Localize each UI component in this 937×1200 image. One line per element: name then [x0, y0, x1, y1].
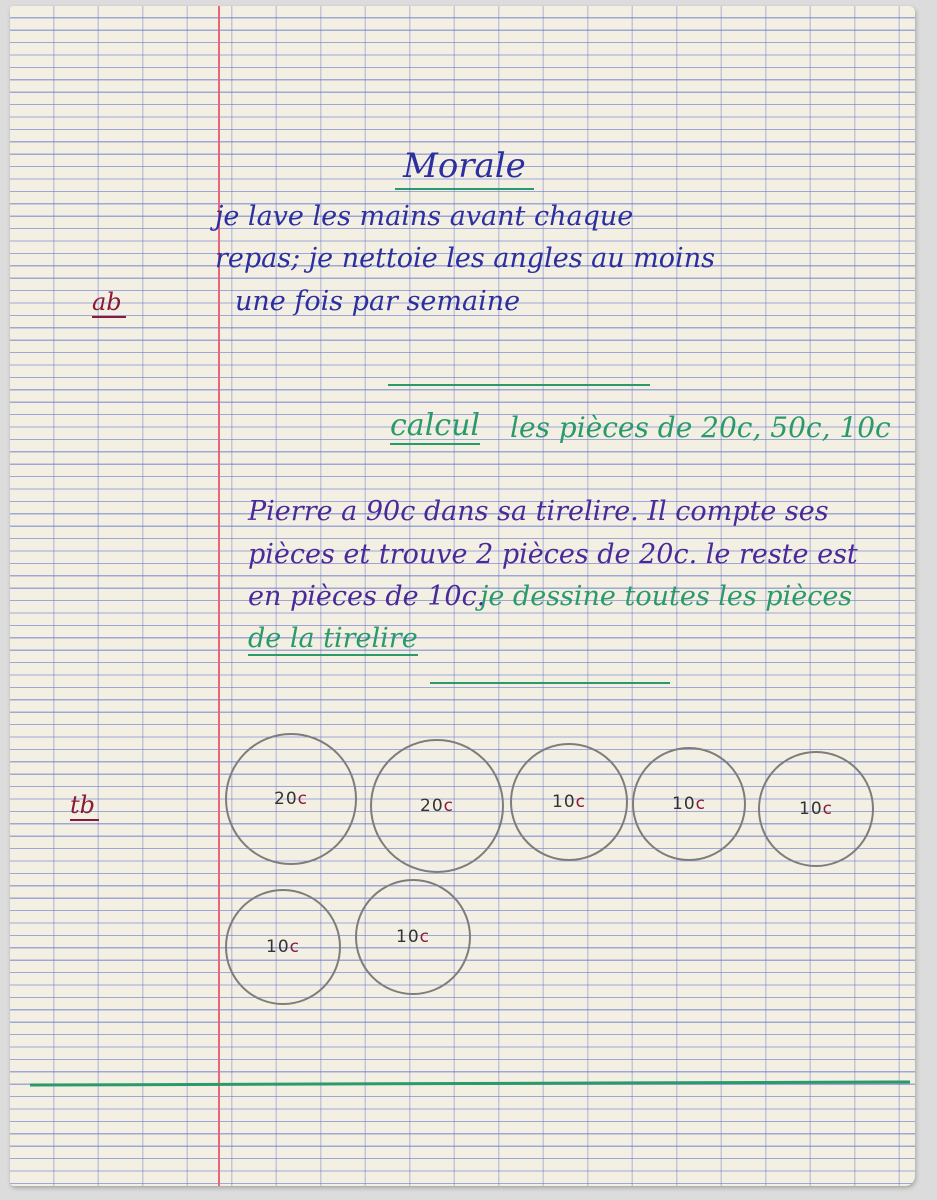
coin-unit: c [695, 794, 706, 814]
coin-drawing [225, 889, 341, 1005]
problem-line-2: pièces et trouve 2 pièces de 20c. le reste est [248, 539, 858, 570]
coin-unit: c [289, 937, 300, 957]
grade-mark-morale: ab [92, 288, 126, 318]
coin-value: 20 [274, 789, 298, 809]
morale-line-1: je lave les mains avant chaque [215, 201, 634, 232]
calcul-top-rule [388, 384, 650, 386]
coin-unit: c [575, 792, 586, 812]
coin-drawing [355, 879, 471, 995]
coin-drawing [510, 743, 628, 861]
problem-line-3: en pièces de 10c. [248, 581, 486, 612]
coin-drawing [758, 751, 874, 867]
coin-value: 10 [672, 794, 696, 814]
coin-unit: c [419, 927, 430, 947]
coin-value: 20 [420, 796, 444, 816]
problem-line-1: Pierre a 90c dans sa tirelire. Il compte ses [248, 496, 829, 527]
morale-line-3: une fois par semaine [235, 286, 521, 317]
coin-value: 10 [396, 927, 420, 947]
grade-mark-calcul: tb [70, 791, 99, 821]
calcul-heading: calcul [390, 408, 480, 443]
coin-value: 10 [266, 937, 290, 957]
margin-line [218, 6, 220, 1186]
coin-value: 10 [799, 799, 823, 819]
notebook-page [10, 6, 915, 1186]
coin-value: 10 [552, 792, 576, 812]
coin-drawing [225, 733, 357, 865]
coin-unit: c [297, 789, 308, 809]
calcul-subject: les pièces de 20c, 50c, 10c [510, 411, 891, 444]
bottom-rule [30, 1080, 910, 1086]
morale-line-2: repas; je nettoie les angles au moins [215, 243, 715, 274]
section-separator [430, 682, 670, 684]
coin-unit: c [822, 799, 833, 819]
coin-unit: c [443, 796, 454, 816]
coin-drawing [370, 739, 504, 873]
morale-title: Morale [395, 146, 534, 190]
instruction-part-2: de la tirelire [248, 623, 418, 654]
instruction-part-1: je dessine toutes les pièces [480, 581, 853, 612]
coin-drawing [632, 747, 746, 861]
